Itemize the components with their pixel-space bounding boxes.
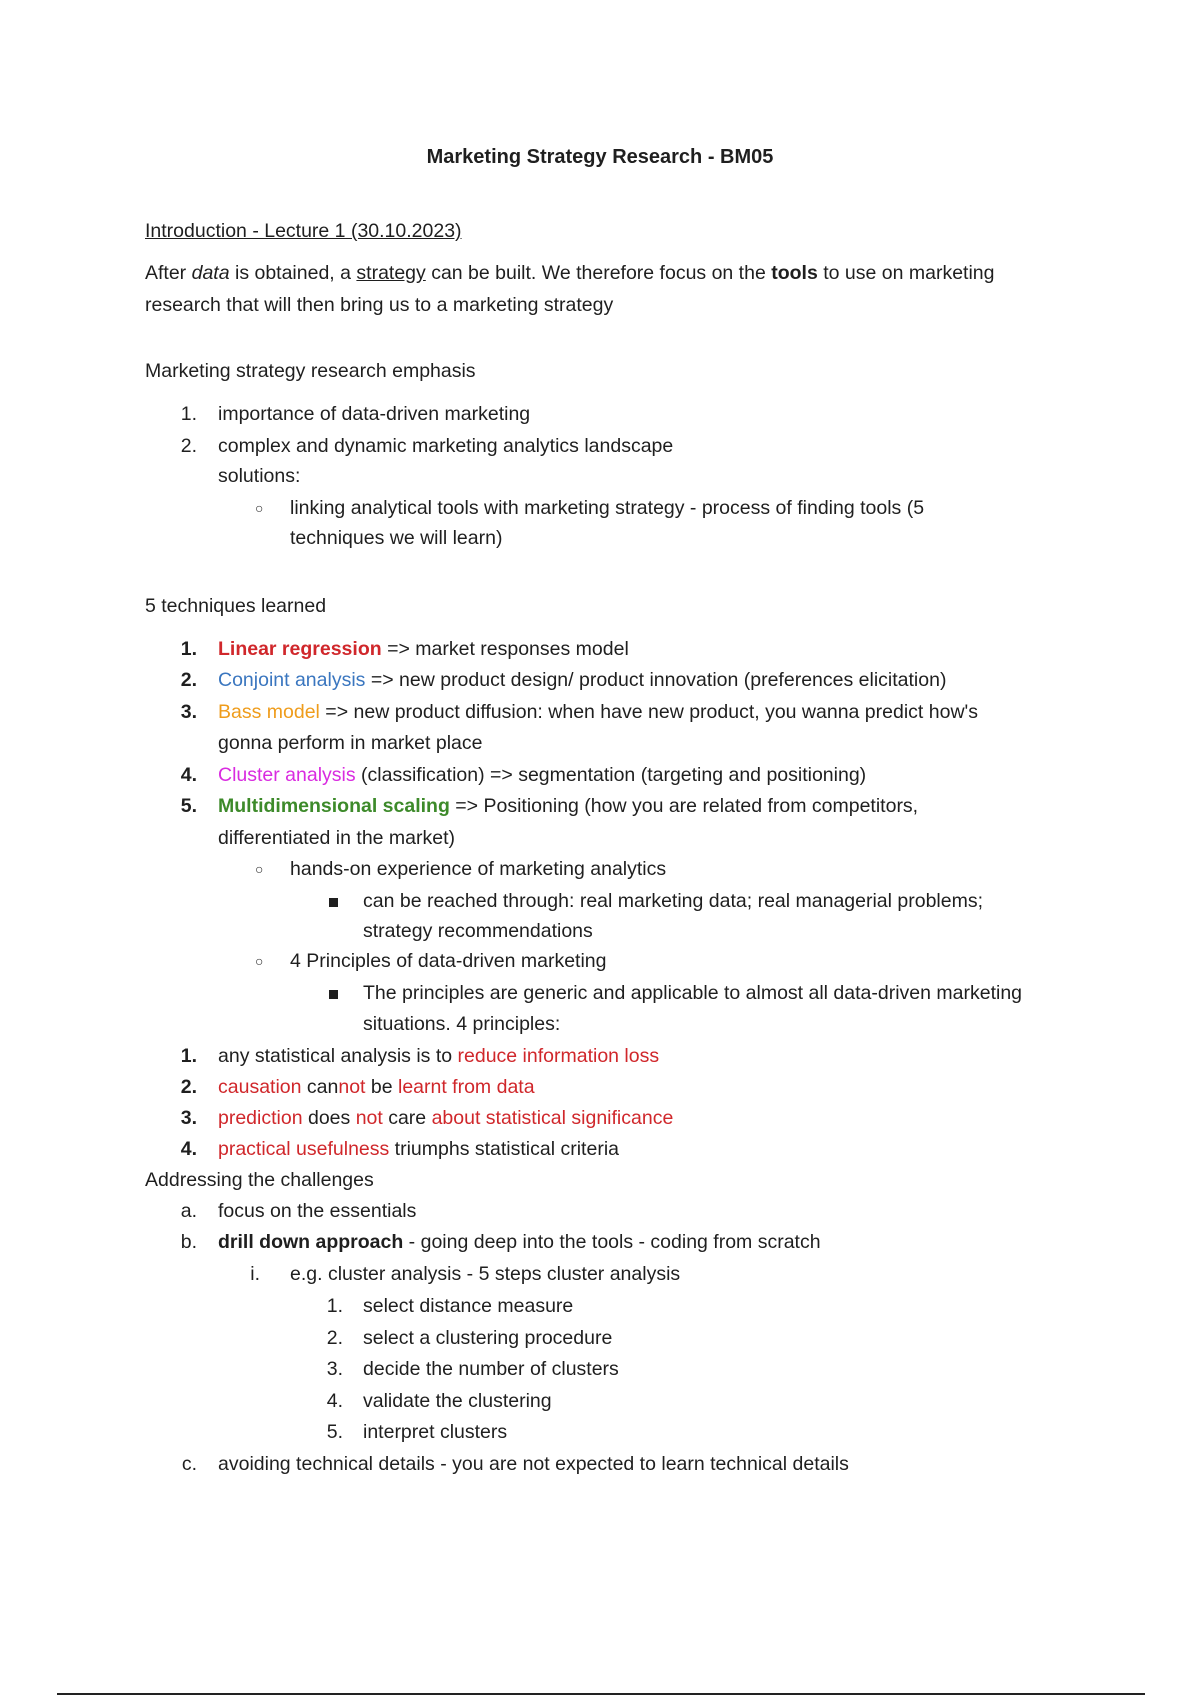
technique-item-continuation: gonna perform in market place [218,732,483,754]
hollow-bullet-icon: ○ [255,861,264,877]
list-item: drill down approach - going deep into the tools - coding from scratch [218,1231,821,1253]
list-marker: 1. [326,1295,343,1317]
list-item: focus on the essentials [218,1200,417,1222]
step-item: select a clustering procedure [363,1327,613,1349]
solutions-label: solutions: [218,465,301,487]
list-marker: 5. [180,795,197,817]
square-bullet-icon [329,898,338,907]
list-marker: b. [180,1231,197,1253]
list-marker: 1. [180,638,197,660]
list-marker: 3. [326,1358,343,1380]
hollow-bullet-icon: ○ [255,500,264,516]
step-item: select distance measure [363,1295,574,1317]
list-item: avoiding technical details - you are not expected to learn technical details [218,1453,849,1475]
list-item: strategy recommendations [363,920,593,942]
list-marker: 3. [180,701,197,723]
challenges-heading: Addressing the challenges [145,1169,374,1191]
step-item: interpret clusters [363,1421,508,1443]
list-item: The principles are generic and applicable to almost all data-driven marketing [363,982,1023,1004]
hollow-bullet-icon: ○ [255,953,264,969]
emphasis-heading: Marketing strategy research emphasis [145,360,476,382]
intro-heading: Introduction - Lecture 1 (30.10.2023) [145,220,462,242]
list-marker: c. [181,1453,197,1475]
step-item: decide the number of clusters [363,1358,619,1380]
list-marker: 5. [326,1421,343,1443]
intro-paragraph-line-2: research that will then bring us to a marketing strategy [145,294,614,316]
technique-item-conjoint-analysis: Conjoint analysis => new product design/ product innovation (preferences elicitation) [218,669,947,691]
list-marker: 4. [180,1138,197,1160]
list-marker: 4. [326,1390,343,1412]
technique-item-linear-regression: Linear regression => market responses model [218,638,629,660]
list-marker: 1. [180,1045,197,1067]
list-item: techniques we will learn) [290,527,503,549]
principle-item: causation cannot be learnt from data [218,1076,535,1098]
list-item: can be reached through: real marketing data; real managerial problems; [363,890,984,912]
list-item: 4 Principles of data-driven marketing [290,950,607,972]
principle-item: prediction does not care about statistical significance [218,1107,674,1129]
principle-item: practical usefulness triumphs statistical criteria [218,1138,619,1160]
list-item: situations. 4 principles: [363,1013,561,1035]
page-title: Marketing Strategy Research - BM05 [426,146,774,168]
technique-item-continuation: differentiated in the market) [218,827,456,849]
list-marker: 1. [180,403,197,425]
list-item: importance of data-driven marketing [218,403,531,425]
square-bullet-icon [329,990,338,999]
page-bottom-rule [57,1693,1145,1695]
principle-item: any statistical analysis is to reduce information loss [218,1045,660,1067]
technique-item-cluster-analysis: Cluster analysis (classification) => segmentation (targeting and positioning) [218,764,867,786]
techniques-heading: 5 techniques learned [145,595,327,617]
list-item: hands-on experience of marketing analytics [290,858,667,880]
list-marker: 2. [180,435,197,457]
technique-item-bass-model: Bass model => new product diffusion: when have new product, you wanna predict how's [218,701,978,723]
list-marker: a. [180,1200,197,1222]
list-marker: 2. [180,669,197,691]
intro-paragraph-line-1: After data is obtained, a strategy can be built. We therefore focus on the tools to use on marketing [145,262,995,284]
list-item: complex and dynamic marketing analytics landscape [218,435,674,457]
list-marker: 2. [326,1327,343,1349]
list-marker: 2. [180,1076,197,1098]
step-item: validate the clustering [363,1390,552,1412]
list-item: linking analytical tools with marketing strategy - process of finding tools (5 [290,497,925,519]
technique-item-multidimensional-scaling: Multidimensional scaling => Positioning (how you are related from competitors, [218,795,919,817]
list-marker: i. [250,1263,260,1285]
list-marker: 4. [180,764,197,786]
list-item: e.g. cluster analysis - 5 steps cluster analysis [290,1263,681,1285]
list-marker: 3. [180,1107,197,1129]
